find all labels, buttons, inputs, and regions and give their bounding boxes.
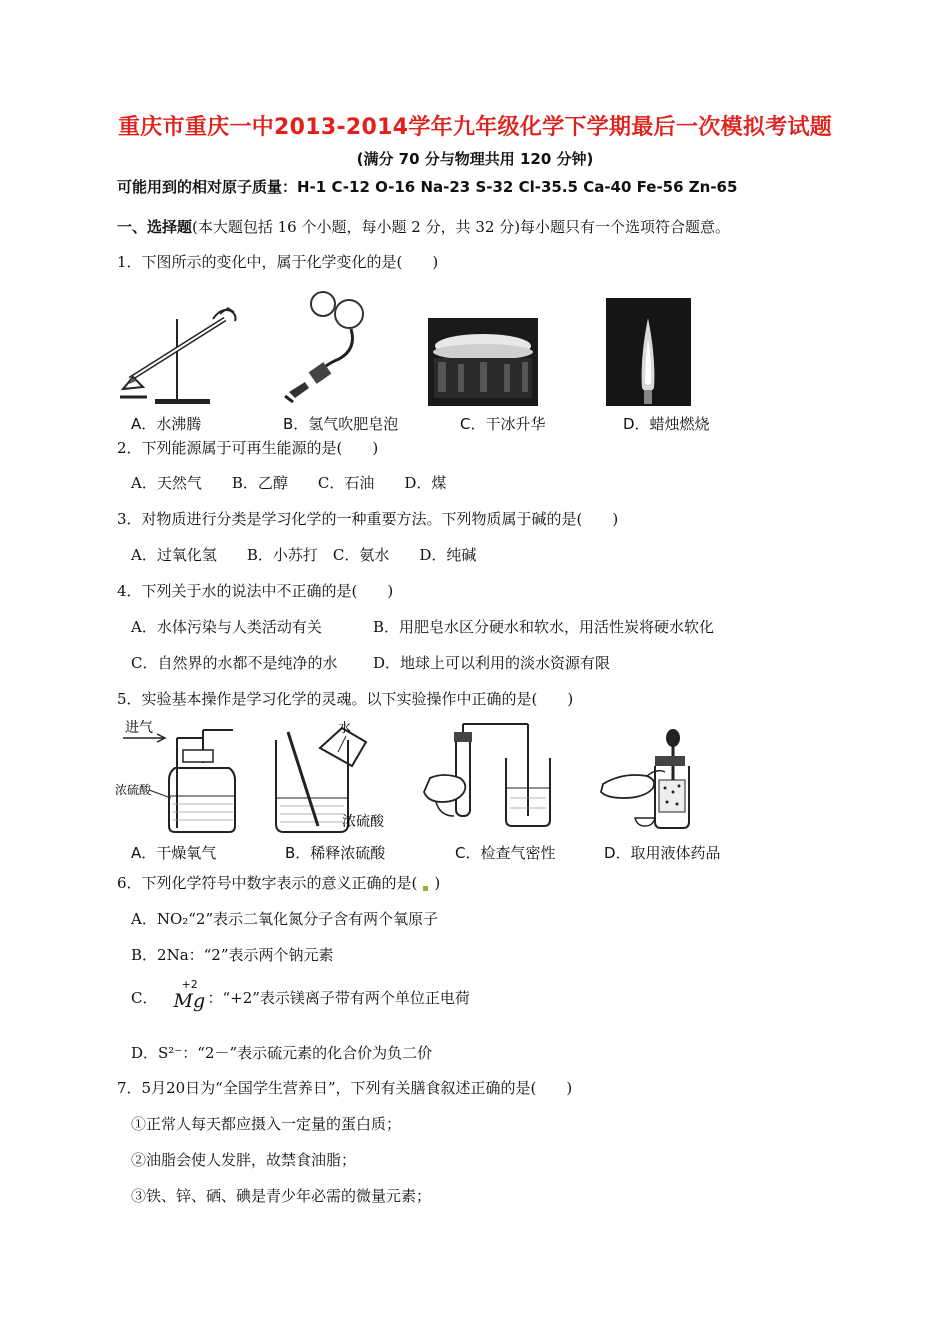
q3-options: A．过氧化氢 B．小苏打 C．氨水 D．纯碱 (131, 546, 477, 564)
q6-option-c-label: C． (131, 989, 158, 1007)
exam-subtitle: (满分 70 分与物理共用 120 分钟) (356, 150, 594, 168)
fig-dry-ice (428, 318, 538, 406)
q1-caption-b: B．氢气吹肥皂泡 (283, 415, 399, 433)
q7-item-1: ①正常人每天都应摄入一定量的蛋白质； (131, 1115, 402, 1133)
q5-caption-d: D．取用液体药品 (604, 844, 721, 862)
q4-option-b: B．用肥皂水区分硬水和软水，用活性炭将硬水软化 (373, 618, 715, 636)
mg-symbol: Mg (173, 990, 206, 1012)
q2-options: A．天然气 B．乙醇 C．石油 D．煤 (131, 474, 447, 492)
q5-caption-c: C．检查气密性 (455, 844, 556, 862)
q7-stem: 7．5月20日为“全国学生营养日”，下列有关膳食叙述正确的是( ) (117, 1079, 573, 1097)
q6-option-c (131, 978, 470, 1012)
exam-title: 重庆市重庆一中2013-2014学年九年级化学下学期最后一次模拟考试题 (117, 115, 833, 140)
fig-soap-bubble (275, 284, 385, 409)
fig-dilute-acid (270, 718, 410, 836)
mg-valence-symbol (173, 978, 206, 1012)
fig-take-liquid (595, 718, 735, 836)
q6-stem-b: ) (434, 874, 441, 892)
q6-option-a: A．NO₂“2”表示二氧化氮分子含有两个氧原子 (131, 910, 439, 928)
q4-option-d: D．地球上可以利用的淡水资源有限 (373, 654, 611, 672)
q7-item-2: ②油脂会使人发胖，故禁食油脂； (131, 1151, 357, 1169)
section-heading (117, 216, 730, 237)
q1-caption-a: A．水沸腾 (131, 415, 202, 433)
q2-stem: 2．下列能源属于可再生能源的是( ) (117, 439, 379, 457)
label-conc-acid-2: 浓硫酸 (342, 814, 384, 830)
fig-candle-burning (606, 298, 691, 406)
label-conc-acid: 浓硫酸 (115, 783, 152, 797)
mg-valence-sup: +2 (181, 978, 198, 991)
q4-stem: 4．下列关于水的说法中不正确的是( ) (117, 582, 394, 600)
atomic-masses: 可能用到的相对原子质量：H-1 C-12 O-16 Na-23 S-32 Cl-35.5 Ca-40 Fe-56 Zn-65 (117, 178, 738, 196)
q5-stem: 5．实验基本操作是学习化学的灵魂。以下实验操作中正确的是( ) (117, 690, 574, 708)
q6-stem (117, 872, 440, 893)
fig-dry-oxygen (115, 718, 255, 836)
q4-option-c: C．自然界的水都不是纯净的水 (131, 654, 338, 672)
q5-caption-b: B．稀释浓硫酸 (285, 844, 386, 862)
q6-option-c-text: ：“+2”表示镁离子带有两个单位正电荷 (207, 989, 470, 1007)
q3-stem: 3．对物质进行分类是学习化学的一种重要方法。下列物质属于碱的是( ) (117, 510, 619, 528)
label-water: 水 (338, 721, 352, 736)
q5-caption-a: A．干燥氧气 (131, 844, 217, 862)
q4-option-a: A．水体污染与人类活动有关 (131, 618, 322, 636)
fig-water-boiling (115, 284, 245, 409)
q6-option-b: B．2Na：“2”表示两个钠元素 (131, 946, 334, 964)
q7-item-3: ③铁、锌、硒、碘是青少年必需的微量元素； (131, 1187, 432, 1205)
section-desc: (本大题包括 16 个小题，每小题 2 分，共 32 分)每小题只有一个选项符合题意。 (192, 218, 731, 236)
q6-stem-a: 6．下列化学符号中数字表示的意义正确的是( (117, 874, 418, 892)
label-gas-in: 进气 (125, 720, 153, 736)
q6-option-d: D．S²⁻：“2－”表示硫元素的化合价为负二价 (131, 1044, 433, 1062)
q1-caption-d: D．蜡烛燃烧 (623, 415, 710, 433)
green-dot-mark (423, 886, 428, 891)
q1-caption-c: C．干冰升华 (460, 415, 546, 433)
section-label: 一、选择题 (117, 218, 193, 236)
fig-air-tightness (420, 718, 570, 836)
q1-stem: 1．下图所示的变化中，属于化学变化的是( ) (117, 253, 439, 271)
